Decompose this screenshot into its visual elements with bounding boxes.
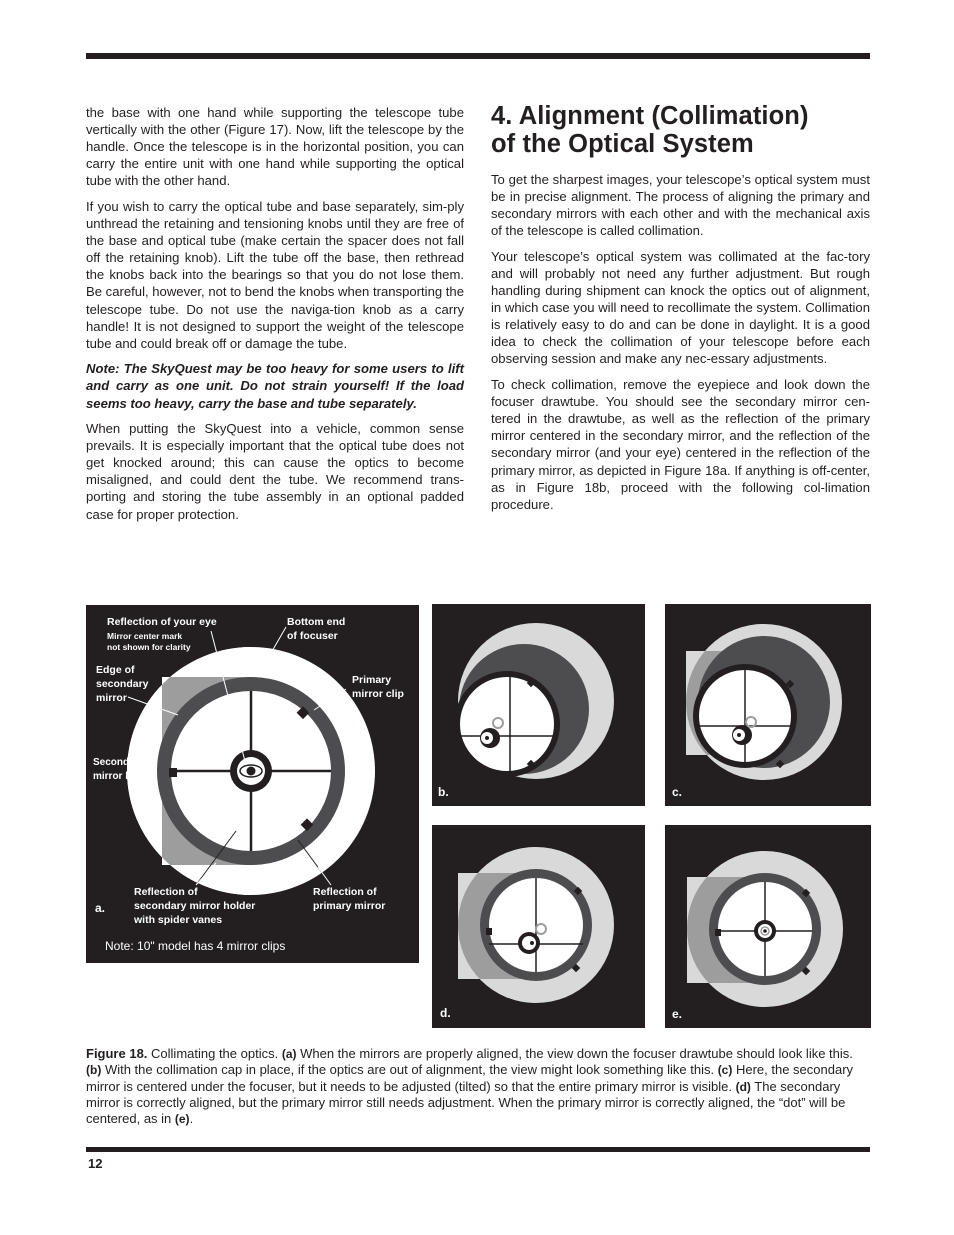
- top-rule: [86, 53, 870, 59]
- panel-letter-b: b.: [438, 785, 449, 799]
- figure-18b: [432, 604, 645, 806]
- heading-line-2: of the Optical System: [491, 130, 754, 158]
- figure-18e: [665, 825, 871, 1028]
- caption-figure-label: Figure 18.: [86, 1046, 148, 1061]
- paragraph: Your telescope’s optical system was collimated at the fac-tory and will probably not need any further adjustment. But rough handling during shipment can knock the optics out of alignment, in which case you will need to recollimate the system. Collimation is relatively easy to do and can be done in daylight. It is a good idea to check the collimation of your telescope before each observing session and make any nec-essary adjustments.: [491, 248, 870, 367]
- caption-ref: (d): [735, 1079, 751, 1094]
- heading-line-1: 4. Alignment (Collimation): [491, 102, 809, 130]
- label-bottom-end-1: Bottom end: [287, 616, 346, 628]
- warning-note: Note: The SkyQuest may be too heavy for some users to lift and carry as one unit. Do not strain yourself! If the load seems too heavy, carry the base and tube separately.: [86, 361, 464, 411]
- figure-18d: [432, 825, 645, 1028]
- right-column: [491, 102, 870, 521]
- bottom-rule: [86, 1147, 870, 1152]
- caption-ref: (a): [281, 1047, 297, 1061]
- label-holder-2: mirror holder: [93, 771, 156, 782]
- label-refl-holder-1: Reflection of: [134, 886, 198, 898]
- label-holder-1: Secondary: [93, 757, 145, 768]
- label-center-mark-2: not shown for clarity: [107, 642, 191, 652]
- figure-caption: [86, 1046, 870, 1127]
- caption-ref: (c): [717, 1063, 733, 1078]
- section-heading: [491, 102, 870, 158]
- panel-letter-c: c.: [672, 785, 683, 799]
- paragraph: To get the sharpest images, your telescope’s optical system must be in precise alignment. The process of aligning the primary and secondary mirrors with each other and with the mechanical axis of the telescope is called collimation.: [491, 172, 870, 239]
- label-reflection-eye: Reflection of your eye: [107, 616, 217, 628]
- label-mirror-clips-note: Note: 10" model has 4 mirror clips: [105, 939, 286, 953]
- label-center-mark-1: Mirror center mark: [107, 631, 183, 641]
- figure-18a-diagram: [86, 605, 419, 963]
- paragraph: To check collimation, remove the eyepiece and look down the focuser drawtube. You should see the secondary mirror cen-tered in the drawtube, as well as the reflection of the primary mirror centered in the secondary mirror, and the reflection of the secondary mirror (and your eye) centered in the reflection of the primary mirror, as depicted in Figure 18a. If anything is off-center, as in Figure 18b, proceed with the following col-limation procedure.: [491, 377, 870, 512]
- label-refl-primary-2: primary mirror: [313, 900, 386, 912]
- panel-letter-e: e.: [672, 1007, 683, 1021]
- paragraph: When putting the SkyQuest into a vehicle, common sense prevails. It is especially important that the optical tube does not get knocked around; this can cause the optics to become misaligned, and could dent the tube. We recommend trans-porting and storing the tube assembly in an optional padded case for proper protection.: [86, 421, 464, 522]
- label-primary-clip-2: mirror clip: [352, 688, 404, 700]
- panel-letter-a: a.: [95, 901, 106, 915]
- page-number: 12: [88, 1156, 103, 1171]
- label-edge-1: Edge of: [96, 664, 135, 676]
- caption-ref: (e): [174, 1112, 190, 1127]
- caption-text: With the collimation cap in place, if the optics are out of alignment, the view might look something like this.: [101, 1062, 718, 1078]
- paragraph: If you wish to carry the optical tube and base separately, sim-ply unthread the retaining and tensioning knobs until they are free of the base and optical tube (make certain the spacer does not fall off the retaining knob). Lift the tube off the base, then rethread the knobs back into the bearings so that you do not lose them. Be careful, however, not to bend the knobs when transporting the telescope tube. Do not use the naviga-tion knob as a carry handle! It is not designed to support the weight of the telescope tube and could break off or damage the tube.: [86, 198, 464, 351]
- figure-18c: [665, 604, 871, 806]
- label-edge-2: secondary: [96, 678, 149, 690]
- label-primary-clip-1: Primary: [352, 674, 392, 686]
- caption-text: Collimating the optics.: [147, 1046, 282, 1061]
- figure-18a: [86, 605, 419, 963]
- panel-letter-d: d.: [440, 1006, 451, 1020]
- caption-text: The secondary mirror is correctly aligned, but the primary mirror still needs adjustment. When the primary mirror is correctly aligned, the “dot” will be centered, as in: [86, 1078, 846, 1127]
- caption-ref: (b): [86, 1063, 102, 1078]
- label-edge-3: mirror: [96, 692, 127, 704]
- left-column: [86, 104, 464, 531]
- label-refl-holder-2: secondary mirror holder: [134, 900, 256, 912]
- label-refl-holder-3: with spider vanes: [134, 914, 223, 926]
- caption-text: When the mirrors are properly aligned, the view down the focuser drawtube should look like this.: [296, 1046, 853, 1061]
- caption-text: .: [189, 1111, 194, 1127]
- caption-text: Here, the secondary mirror is centered under the focuser, but it needs to be adjusted (tilted) so that the entire primary mirror is visible.: [86, 1062, 854, 1094]
- label-bottom-end-2: of focuser: [287, 630, 338, 642]
- paragraph: the base with one hand while supporting the telescope tube vertically with the other (Figure 17). Now, lift the telescope by the handle. Once the telescope is in the horizontal position, you can carry the entire unit with one hand while supporting the optical tube with the other hand.: [86, 105, 464, 189]
- label-refl-primary-1: Reflection of: [313, 886, 377, 898]
